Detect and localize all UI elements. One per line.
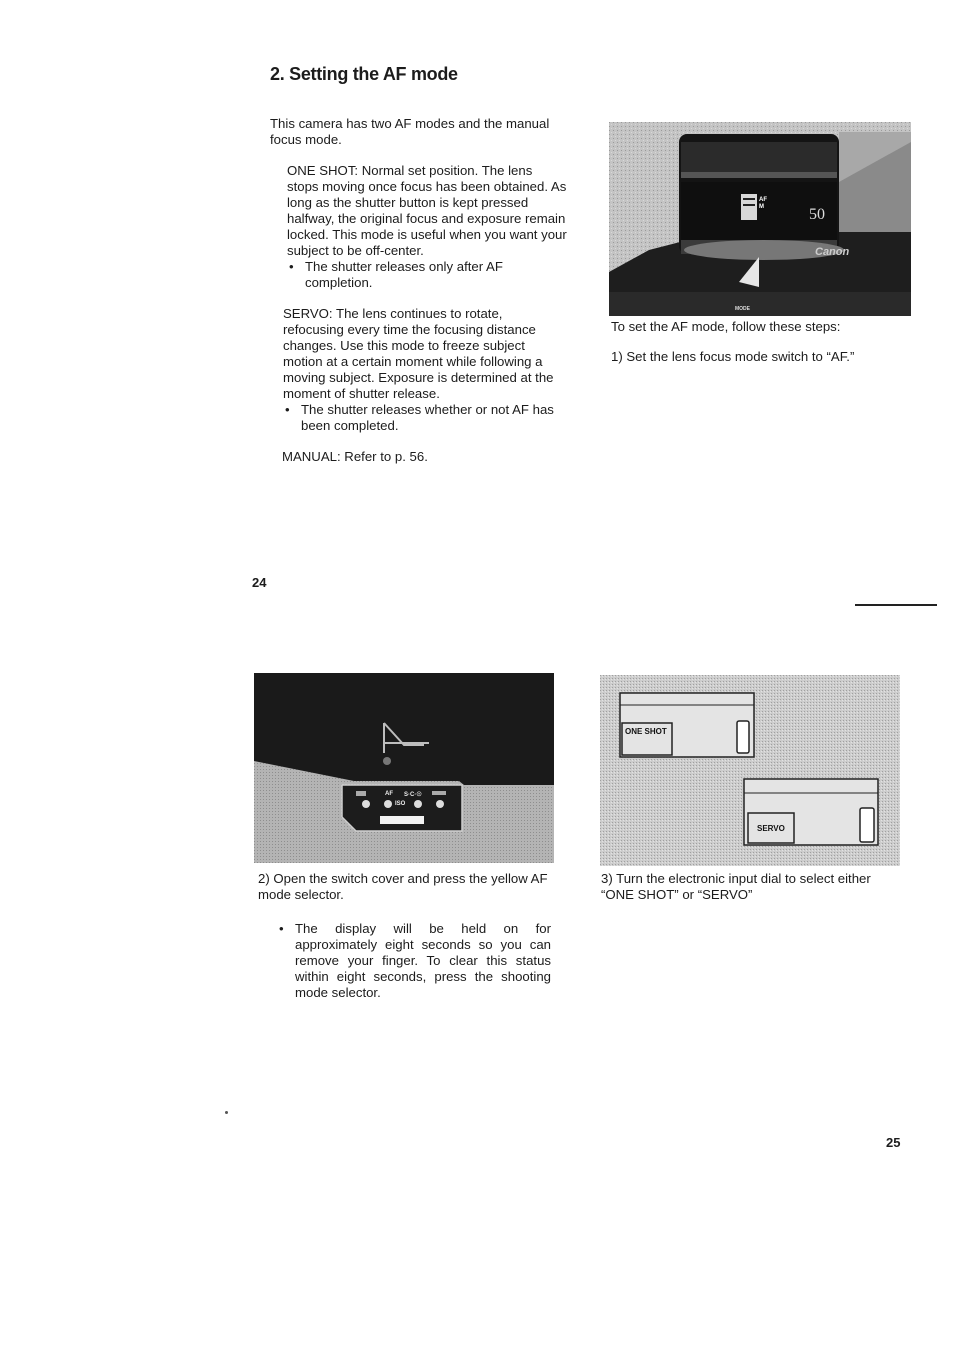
panel-af-label: AF [385, 791, 393, 797]
lens-focal-length: 50 [809, 206, 825, 223]
lcd-one-shot-label: ONE SHOT [625, 727, 667, 736]
lcd-servo-label: SERVO [757, 824, 785, 833]
one-shot-term: ONE SHOT: [287, 163, 359, 178]
lens-photo [609, 122, 911, 316]
intro-paragraph: This camera has two AF modes and the manual focus mode. [270, 116, 550, 147]
switch-cover-illustration [254, 673, 554, 863]
step-3: 3) Turn the electronic input dial to select either “ONE SHOT” or “SERVO” [601, 871, 871, 902]
lcd-illustration [600, 675, 900, 866]
panel-scs-label: S·C·☉ [404, 792, 422, 798]
page-divider [855, 604, 937, 606]
print-speck [225, 1111, 228, 1114]
step-1: 1) Set the lens focus mode switch to “AF.” [611, 349, 855, 364]
servo-text: The lens continues to rotate, refocusing every time the focusing distance changes. Use this mode to freeze subject motion at a certain moment while following a moving subject. Exposure is determined at the moment of shutter release. [283, 306, 554, 401]
manual-description [282, 449, 562, 465]
switch-cover-photo [254, 673, 554, 863]
camera-brand-logo: Canon [815, 246, 850, 258]
one-shot-description [287, 163, 567, 291]
page-number-25: 25 [886, 1135, 901, 1150]
one-shot-bullet: • The shutter releases only after AF completion. [287, 259, 567, 291]
one-shot-text: Normal set position. The lens stops moving once focus has been obtained. As long as the shutter button is kept pressed halfway, the original focus and exposure remain locked. This mode is useful when you want your subject to be off-center. [287, 163, 567, 258]
lens-af-label: AF [759, 197, 767, 203]
steps-caption: To set the AF mode, follow these steps: [611, 319, 841, 334]
step-2: 2) Open the switch cover and press the yellow AF mode selector. [258, 871, 548, 902]
manual-term: MANUAL: [282, 449, 341, 464]
servo-bullet: • The shutter releases whether or not AF has been completed. [283, 402, 565, 434]
lens-m-label: M [759, 204, 764, 210]
step-2-bullet [277, 921, 551, 1001]
display-hold-note: • The display will be held on for approximately eight seconds so you can remove your finger. To clear this status within eight seconds, press the shooting mode selector. [277, 921, 551, 1001]
section-title: 2. Setting the AF mode [270, 64, 458, 84]
mode-label: MODE [735, 306, 750, 312]
lens-photo-illustration [609, 122, 911, 316]
servo-term: SERVO: [283, 306, 333, 321]
lcd-photo [600, 675, 900, 866]
panel-iso-label: ISO [395, 801, 406, 807]
manual-text: Refer to p. 56. [344, 449, 428, 464]
servo-description [283, 306, 565, 434]
page-number-24: 24 [252, 575, 267, 590]
